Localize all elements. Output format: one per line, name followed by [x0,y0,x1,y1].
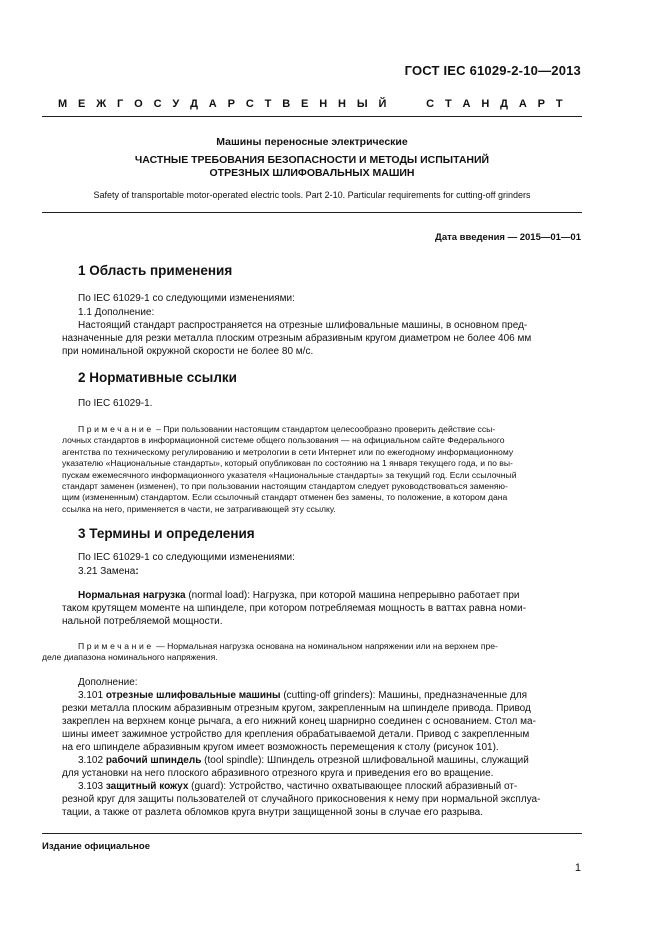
banner-letter: У [172,98,180,110]
clause-number: 3.103 [78,781,106,792]
official-edition-label: Издание официальное [42,841,150,852]
text-line: резной круг для защиты пользователей от случайного прикосновения к нему при нормальной эксплуа- [62,794,541,805]
definition-text: (cutting-off grinders): Машины, предназначенные для [280,690,528,701]
text-line: закреплен на верхнем конце рычага, а его нижний конец шарнирно соединен с основанием. Стол ма- [62,716,536,727]
clause-number: 3.101 [78,690,106,701]
banner-letter: Г [117,98,124,110]
text-line: назначенные для резки металла плоским отрезным абразивным кругом диаметром не более 406 мм [62,333,532,344]
banner-letter: Н [338,98,346,110]
definition-first-line [62,780,582,793]
definition-3-102 [62,754,582,780]
title-rule [42,212,582,213]
banner-letter: Т [555,98,563,110]
banner-letter: С [245,98,254,110]
section-1-heading: 1 Область применения [78,263,233,278]
note-text: – При пользовании настоящим стандартом целесообразно проверить действие ссы- [153,424,496,434]
section-2-note [62,424,566,515]
definition-text: (normal load): Нагрузка, при которой машина непрерывно работает при [185,590,520,601]
text-line: деле диапазона номинального напряжения. [42,652,218,663]
introduction-date: Дата введения — 2015—01—01 [435,232,581,243]
definition-first-line [62,754,582,767]
banner-letter: М [58,98,68,110]
banner-letter: Р [537,98,546,110]
text-line: резки металла плоским абразивным отрезным кругом, закрепленным на шпинделе привода. Привод [62,703,531,714]
header-rule [42,116,582,117]
gost-number: ГОСТ IEC 61029-2-10—2013 [404,63,581,78]
banner-letter: В [282,98,291,110]
product-kind: Машины переносные электрические [216,136,408,148]
banner-letter: Н [481,98,490,110]
text-line: на его шпинделе абразивным кругом имеет возможность перемещения к столу (рисунок 101). [62,742,499,753]
replacement-colon: : [135,566,139,577]
text-line: нальной потребляемой мощности. [62,616,223,627]
banner-letter: Д [500,98,508,110]
definition-text: (guard): Устройство, частично охватывающее плоский абразивный от- [188,781,518,792]
text-line: таком крутящем моменте на шпинделе, при котором потребляемая мощность в ваттах равна номи- [62,603,527,614]
section-2-intro: По IEC 61029-1. [78,398,153,409]
normal-load-note [42,641,582,664]
section-2-heading: 2 Нормативные ссылки [78,370,237,385]
text-line: пускам ежемесячного информационного указателя «Национальные стандарты» за текущий год. Если ссылочный [62,469,517,480]
term: отрезные шлифовальные машины [105,690,281,701]
banner-letter: Ы [356,98,368,110]
note-label: Примечание [78,641,154,651]
definition-first-line [62,589,582,602]
interstate-standard-banner [58,98,563,110]
text-line: при номинальной окружной скорости не более 80 м/с. [62,346,314,357]
section-3-intro: По IEC 61029-1 со следующими изменениями: [78,552,295,563]
banner-letter: Ж [96,98,107,110]
banner-letter: Р [227,98,235,110]
term: рабочий шпиндель [105,755,202,766]
banner-letter: А [208,98,217,110]
english-title: Safety of transportable motor-operated electric tools. Part 2-10. Particular requirements for cutting-off grinders [93,190,531,200]
definition-3-103 [62,780,582,819]
banner-letter: С [153,98,162,110]
banner-letter: О [134,98,143,110]
section-1-addition: 1.1 Дополнение: [78,307,155,318]
banner-letter: Т [264,98,272,110]
text-line: лочных стандартов в информационной системе общего пользования — на официальном сайте Федерального [62,435,505,446]
document-title-line2: ОТРЕЗНЫХ ШЛИФОВАЛЬНЫХ МАШИН [209,167,415,179]
banner-letter: А [462,98,471,110]
banner-letter: А [518,98,527,110]
banner-letter: Е [301,98,309,110]
text-line: стандарт заменен (изменен), то при пользовании настоящим стандартом следует руководствоваться заменяю- [62,480,508,491]
section-3-addition: Дополнение: [78,677,138,688]
banner-letter: Т [444,98,452,110]
text-line: ссылка на него, применяется в части, не затрагивающей эту ссылку. [62,503,336,514]
term: защитный кожух [105,781,189,792]
section-1-scope-paragraph [62,319,578,358]
normal-load-definition [62,589,582,628]
banner-letter: Й [378,98,387,110]
definition-3-101 [62,689,582,754]
note-text: — Нормальная нагрузка основана на номинальном напряжении или на верхнем пре- [153,641,498,651]
note-first-line [62,424,566,435]
definition-text: (tool spindle): Шпиндель отрезной шлифовальной машины, служащий [201,755,529,766]
text-line: Настоящий стандарт распространяется на отрезные шлифовальные машины, в основном пред- [78,320,528,331]
text-line: щим (измененным) стандартом. Если ссылочный стандарт отменен без замены, то положение, в котором дана [62,492,508,503]
text-line: указателю «Национальные стандарты», который опубликован по состоянию на 1 января текущего года, и по вы- [62,458,513,469]
banner-gap [397,98,415,110]
footer-rule [42,833,582,834]
replacement-label: 3.21 Замена [78,566,136,577]
term: Нормальная нагрузка [78,590,186,601]
clause-number: 3.102 [78,755,106,766]
section-1-intro: По IEC 61029-1 со следующими изменениями: [78,293,295,304]
section-3-heading: 3 Термины и определения [78,526,255,541]
note-label: Примечание [78,424,154,434]
text-line: для установки на него плоского абразивного отрезного круга и приведения его во вращение. [62,768,494,779]
banner-letter: Д [190,98,198,110]
text-line: шины имеет зажимное устройство для крепления обрабатываемой детали. Привод с закрепленным [62,729,530,740]
page-number: 1 [574,862,581,874]
definition-first-line [62,689,582,702]
banner-letter: С [426,98,435,110]
section-3-replacement [78,565,578,578]
note-first-line [42,641,582,652]
text-line: агентства по техническому регулированию и метрологии в сети Интернет или по ежегодному информационному [62,446,514,457]
banner-letter: Е [78,98,86,110]
banner-letter: Н [319,98,328,110]
text-line: тации, а также от разлета обломков круга внутри защищенной зоны в случае его разрыва. [62,807,483,818]
document-title-line1: ЧАСТНЫЕ ТРЕБОВАНИЯ БЕЗОПАСНОСТИ И МЕТОДЫ ИСПЫТАНИЙ [134,154,490,166]
